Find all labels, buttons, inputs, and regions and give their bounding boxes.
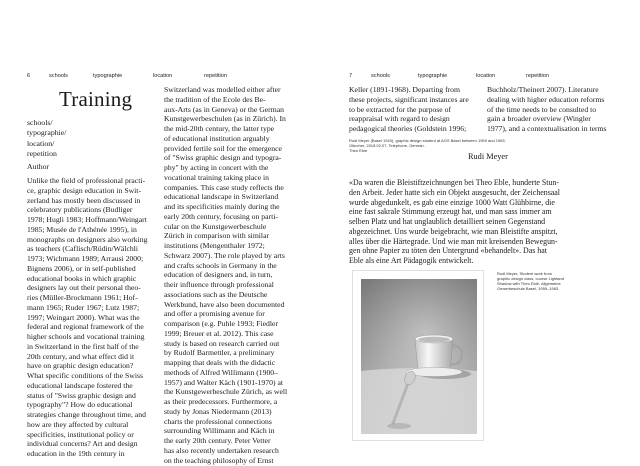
text-line: of the time needs to be consulted to: [487, 104, 597, 114]
image-caption: [497, 271, 564, 291]
text-line: designers lay out their personal theo-: [27, 283, 141, 293]
text-line: associations such as the Deutsche: [164, 289, 268, 299]
body-column-3: [349, 85, 469, 134]
text-line: the mid-20th century, the latter type: [164, 124, 275, 133]
text-line: as their predecessors. Furthermore, a: [164, 397, 278, 406]
text-line: on the teaching philosophy of Ernst: [164, 455, 274, 465]
text-line: their influence through professional: [164, 280, 274, 289]
text-line: of educational institution arguably: [164, 133, 270, 143]
text-line: have on graphic design education?: [27, 361, 134, 371]
body-column-2: [164, 85, 287, 465]
text-line: Werkbund, have also been documented: [164, 299, 285, 309]
page-title: Training: [59, 87, 133, 111]
text-line: Schwarz 2007). The role played by arts: [164, 250, 285, 260]
text-line: methods of Alfred Willimann (1900–: [164, 367, 278, 377]
text-line: zerland has mostly been discussed in: [27, 195, 141, 205]
text-line: monographs on designers also working: [27, 234, 148, 244]
caption-line: Gibrcher, 2018.02.07, Telephone, German.: [349, 143, 425, 148]
text-line: alles über die Härtegrade. Und wie man mit kreisenden Bewegun-: [349, 236, 558, 246]
text-line: Unlike the field of professional practi-: [27, 176, 146, 185]
text-line: and its specificities mainly during the: [164, 202, 280, 211]
text-line: study is based on research carried out: [164, 338, 280, 348]
text-line: Eble als eine Art Pädagogik entwickelt.: [349, 256, 474, 265]
right-header-typographie: typographie: [418, 73, 448, 79]
left-header-schools: schools: [49, 73, 68, 79]
text-line: What specific conditions of the Swiss: [27, 371, 143, 380]
category-item: location/: [27, 138, 55, 148]
text-line: has also recently undertaken research: [164, 445, 279, 455]
text-line: by Rudolf Barmettler, a preliminary: [164, 348, 275, 358]
text-line: wurde abgedunkelt, es gab eine einzige 1000 Watt Glühbirne, die: [349, 197, 555, 207]
text-line: educational landscape in Switzerland: [164, 192, 279, 202]
caption-line: graphic design class, course Lightand: [497, 276, 564, 281]
text-line: the Kunstgewerbeschule Zürich, as well: [164, 387, 288, 397]
text-line: gain a broader overview (Wingler: [487, 114, 591, 124]
text-line: in Switzerland in the first half of the: [27, 341, 139, 351]
text-line: the early 20th century. Peter Vetter: [164, 436, 271, 445]
left-running-header: [27, 73, 327, 83]
text-line: selben Platz und hat unglaublich detailliert seinen Gegenstand: [349, 217, 546, 226]
text-line: and offer a promising avenue for: [164, 309, 265, 319]
text-line: phy" by acting in concert with the: [164, 163, 269, 172]
text-line: Buchholz/Theinert 2007). Literature: [487, 85, 599, 94]
left-page-number: 6: [27, 73, 31, 79]
text-line: educational landscape fostered the: [27, 380, 133, 390]
right-header-repetition: repetition: [526, 73, 550, 79]
text-line: 1978; Hugli 1983; Hoffmann/Weingart: [27, 215, 147, 224]
text-line: 1977), and a contextualisation in terms: [487, 124, 607, 133]
text-line: institutions (Mengenthaler 1972;: [164, 241, 265, 250]
text-line: to be extracted for the purpose of: [349, 104, 452, 114]
text-line: federal and regional framework of the: [27, 322, 144, 332]
caption-line: Rudi Meyer, Student work from: [497, 271, 552, 276]
text-line: den Arbeit. Jeder hatte sich ein Objekt ausgesucht, der Zeichensaal: [349, 187, 560, 197]
category-item: schools/: [27, 118, 53, 127]
right-header-schools: schools: [371, 73, 390, 79]
interviewee-name: Rudi Meyer: [468, 152, 508, 161]
text-line: surrounding Willimann and Käch in: [164, 426, 275, 436]
text-line: Keller (1891-1968). Departing from: [349, 85, 461, 94]
left-header-repetition: repetition: [204, 73, 228, 79]
student-work-photo: [352, 270, 484, 441]
still-life-drawing: [353, 271, 485, 442]
caption-line: Rudi Meyer (Basel 1943), graphic design student at AGS Basel between 1959 and 1963.: [349, 138, 506, 143]
text-line: pedagogical theories (Goldstein 1996;: [349, 124, 467, 133]
text-line: as teachers (Caflisch/Rüdin/Wälchli: [27, 244, 139, 254]
left-header-location: location: [153, 73, 173, 79]
category-list: [27, 118, 127, 160]
text-line: individual concerns? Art and design: [27, 439, 138, 449]
text-line: Bignens 2006), or in self-published: [27, 263, 136, 273]
text-line: reappraisal with regard to design: [349, 114, 450, 124]
text-line: 20th century, and what effect did it: [27, 351, 135, 361]
text-line: of "Swiss graphic design and typogra-: [164, 153, 282, 163]
text-line: 1997; Weingart 2000). What was the: [27, 312, 140, 322]
text-line: how are they affected by cultural: [27, 419, 129, 429]
text-line: charts the professional connections: [164, 416, 272, 426]
text-line: aux-Arts (as in Geneva) or the German: [164, 104, 284, 114]
text-line: abgezeichnet. Uns wurde beigebracht, wie man Bleistifte anspitzt,: [349, 226, 558, 236]
text-line: education in the 19th century in: [27, 449, 125, 458]
right-running-header: [349, 73, 629, 83]
text-line: comparison (e.g. Puhle 1993; Fiedler: [164, 319, 279, 328]
text-line: 1985; Musée de l'Athénée 1995), in: [27, 224, 137, 234]
text-line: these projects, significant instances are: [349, 94, 469, 104]
text-line: dealing with higher education reforms: [487, 94, 605, 104]
text-line: companies. This case study reflects the: [164, 182, 284, 192]
interview-caption: [349, 138, 506, 153]
right-page-number: 7: [349, 73, 353, 79]
caption-line: Theo Eble: [349, 148, 368, 153]
text-line: status of "Swiss graphic design and: [27, 390, 136, 400]
author-label: Author: [27, 162, 50, 171]
text-line: early 20th century, focusing on parti-: [164, 211, 278, 221]
text-line: and crafts schools in Germany in the: [164, 260, 277, 270]
text-line: education of designers and, in turn,: [164, 270, 273, 280]
text-line: celebratory publications (Budliger: [27, 205, 133, 215]
text-line: educational books in which graphic: [27, 273, 137, 283]
text-line: gen ohne Papier zu töten den Untergrund «behandelt». Das hat: [349, 246, 547, 256]
text-line: ries (Müller-Brockmann 1961; Hof-: [27, 293, 138, 302]
left-header-typographie: typographie: [93, 73, 123, 79]
text-line: study by Jonas Niedermann (2013): [164, 406, 272, 416]
text-line: typography"? How do educational: [27, 400, 133, 410]
text-line: the tradition of the Ecole des Be-: [164, 94, 266, 104]
category-item: repetition: [27, 149, 57, 159]
text-line: Kunstgewerbeschulen (as in Zürich). In: [164, 114, 286, 124]
body-column-4: [487, 85, 607, 134]
text-line: Switzerland was modelled either after: [164, 85, 281, 94]
text-line: 1999; Breuer et al. 2012). This case: [164, 328, 274, 338]
body-column-1: [27, 176, 147, 459]
text-line: provided fertile soil for the emergence: [164, 143, 282, 153]
text-line: mann 1965; Ruder 1967; Lutz 1987;: [27, 302, 140, 312]
text-line: higher schools and vocational training: [27, 332, 145, 341]
text-line: Zürich in comparison with similar: [164, 231, 270, 241]
caption-line: Shadow with Theo Eble, Allgemeine: [497, 281, 561, 286]
text-line: 1957) and Walter Käch (1901-1970) at: [164, 377, 283, 387]
text-line: «Da waren die Bleistiftzeichnungen bei Theo Eble, hunderte Stun-: [349, 178, 559, 187]
text-line: mapping that deals with the didactic: [164, 358, 276, 367]
text-line: eine fast sakrale Stimmung erzeugt hat, und man sass immer am: [349, 207, 552, 217]
text-line: ce, graphic design education in Swit-: [27, 185, 141, 195]
interview-quote: [349, 178, 560, 266]
text-line: strategies change throughout time, and: [27, 410, 146, 419]
text-line: 1973; Wichmann 1989; Arrausi 2000;: [27, 254, 144, 263]
text-line: specificities, institutional policy or: [27, 429, 134, 439]
text-line: vocational training taking place in: [164, 172, 270, 182]
right-header-location: location: [476, 73, 496, 79]
caption-line: Gewerbeschule Basel, 1959–1963: [497, 286, 559, 291]
category-item: typographie/: [27, 128, 67, 138]
text-line: cular on the Kunstgewerbeschule: [164, 221, 267, 231]
